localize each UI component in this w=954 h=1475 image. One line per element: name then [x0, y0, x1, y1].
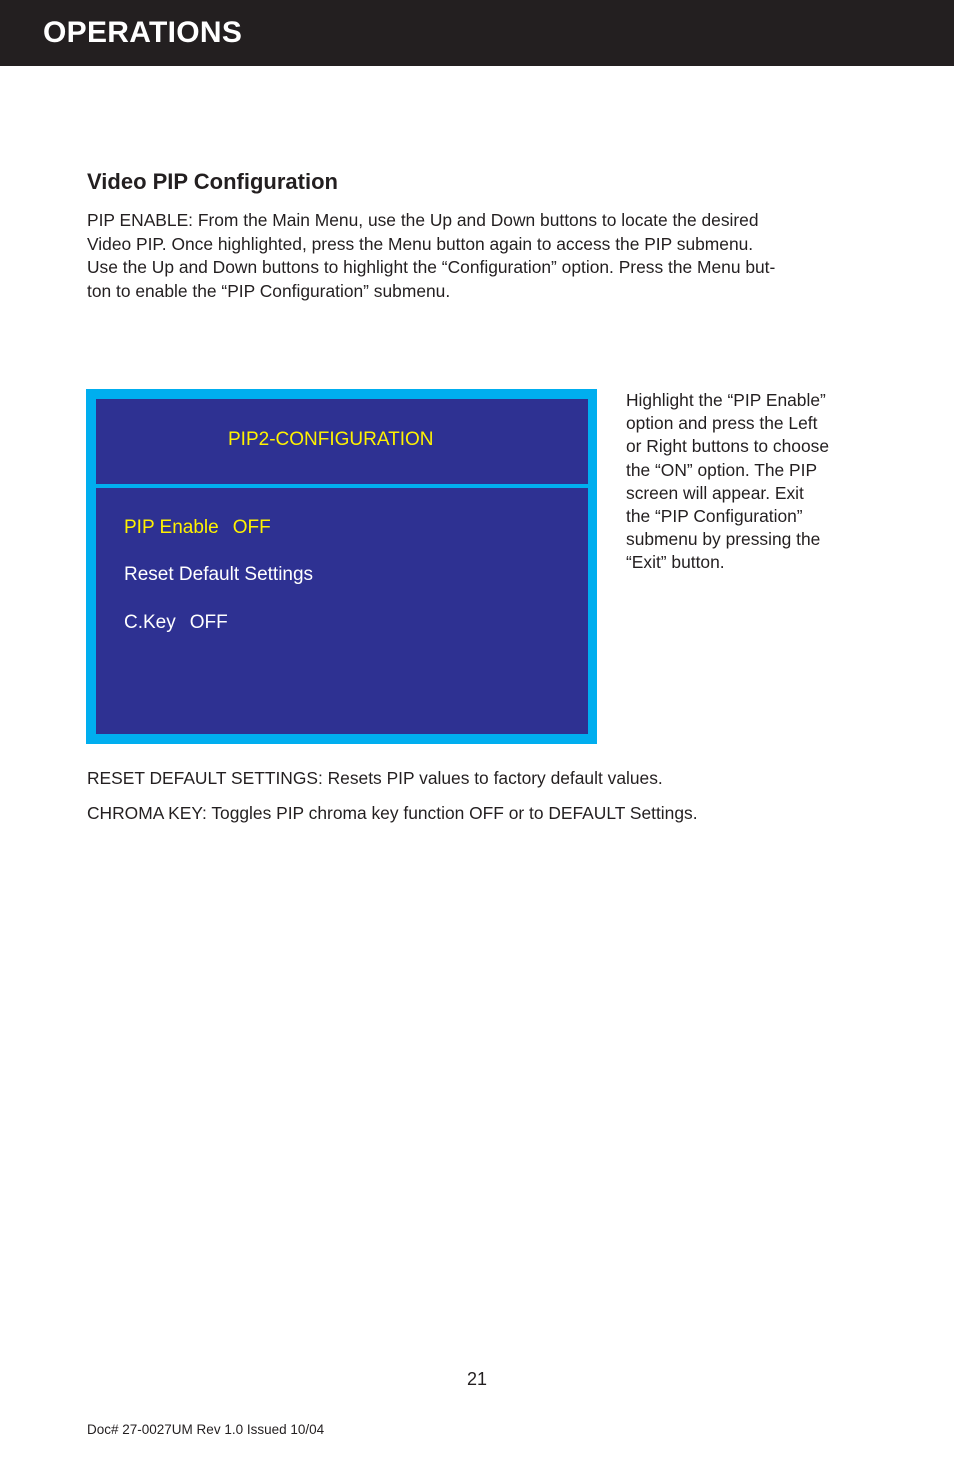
section-heading: Video PIP Configuration	[87, 169, 338, 194]
page-number: 21	[466, 1369, 488, 1389]
osd-item-chroma-key[interactable]	[124, 611, 228, 635]
osd-item-pip-enable[interactable]	[124, 516, 271, 540]
osd-item-label: C.Key	[124, 612, 176, 633]
osd-item-label: Reset Default Settings	[124, 564, 314, 585]
side-note-line: Highlight the “PIP Enable”	[626, 390, 826, 410]
reset-settings-description: RESET DEFAULT SETTINGS: Resets PIP values to factory default values.	[87, 768, 663, 788]
side-note-line: submenu by pressing the	[626, 529, 821, 550]
osd-item-value: OFF	[189, 612, 228, 633]
document-number: Doc# 27-0027UM Rev 1.0 Issued 10/04	[87, 1422, 325, 1437]
intro-paragraph	[87, 209, 877, 303]
intro-line: PIP ENABLE: From the Main Menu, use the Up and Down buttons to locate the desired	[87, 210, 759, 230]
osd-menu-title: PIP2-CONFIGURATION	[228, 429, 434, 450]
osd-item-reset-default-settings[interactable]	[124, 563, 313, 587]
side-note-line: the “ON” option. The PIP	[626, 459, 818, 480]
chroma-key-description: CHROMA KEY: Toggles PIP chroma key function OFF or to DEFAULT Settings.	[87, 803, 698, 823]
side-note-line: option and press the Left	[626, 413, 818, 434]
osd-item-label: PIP Enable	[124, 517, 219, 538]
side-note	[626, 389, 876, 575]
side-note-line: the “PIP Configuration”	[626, 506, 803, 527]
intro-line: Video PIP. Once highlighted, press the Menu button again to access the PIP submenu.	[87, 233, 754, 254]
intro-line: ton to enable the “PIP Configuration” submenu.	[87, 280, 451, 301]
osd-item-value: OFF	[232, 517, 271, 538]
side-note-line: “Exit” button.	[626, 552, 725, 573]
intro-line: Use the Up and Down buttons to highlight the “Configuration” option. Press the Menu but-	[87, 257, 776, 278]
side-note-line: or Right buttons to choose	[626, 436, 830, 457]
page-header-title: OPERATIONS	[43, 16, 243, 49]
side-note-line: screen will appear. Exit	[626, 482, 804, 503]
